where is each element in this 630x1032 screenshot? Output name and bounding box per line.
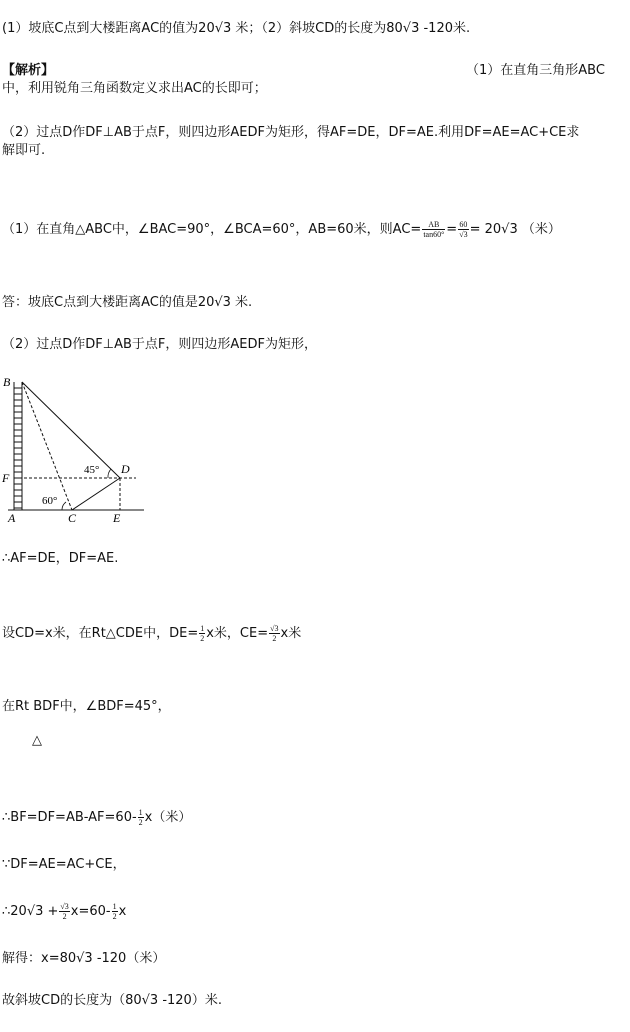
solution-step-7: ∵DF=AE=AC+CE， [2, 857, 126, 872]
step1-text: （1）在直角△ABC中，∠BAC=90°，∠BCA=60°，AB=60米，则AC= [2, 222, 422, 237]
analysis-part1-right: （1）在直角三角形ABC [466, 63, 605, 78]
fraction-denominator: 2 [200, 634, 205, 643]
fraction-denominator: tan60° [423, 230, 445, 239]
fraction-numerator: 1 [138, 808, 143, 817]
angle-arc-45 [108, 469, 111, 478]
solution-step-6 [2, 808, 191, 827]
label-angle-45: 45° [84, 464, 100, 476]
step4-end: x米 [280, 626, 302, 641]
solution-step-4 [2, 624, 301, 643]
solution-step-9: 解得：x=80√3 -120（米） [2, 951, 166, 966]
label-D: D [121, 462, 130, 476]
solution-step-2: （2）过点D作DF⊥AB于点F，则四边形AEDF为矩形， [2, 337, 317, 352]
label-B: B [3, 375, 11, 389]
fraction-denominator: √3 [459, 230, 468, 239]
building-icon [14, 382, 22, 510]
geometry-diagram [0, 372, 160, 522]
analysis-part2-b: 解即可. [2, 143, 46, 158]
analysis-part1-cont: 中，利用锐角三角函数定义求出AC的长即可； [2, 81, 267, 96]
step4-text: 设CD=x米，在Rt△CDE中，DE= [2, 626, 199, 641]
analysis-part2-a: （2）过点D作DF⊥AB于点F，则四边形AEDF为矩形，得AF=DE，DF=AE.利用DF=AE=AC+CE求 [2, 125, 580, 140]
step8-mid: x=60- [70, 904, 111, 919]
fraction-denominator: 2 [112, 912, 117, 921]
label-E: E [113, 511, 121, 522]
line-BD [22, 382, 120, 478]
step1-equals: = [446, 222, 458, 237]
fraction-numerator: √3 [270, 624, 279, 633]
fraction-numerator: 60 [459, 220, 468, 229]
step8-fraction [59, 902, 69, 921]
solution-step-3: ∴AF=DE，DF=AE. [2, 551, 119, 566]
step6-end: x（米） [144, 810, 192, 825]
line-CD [72, 478, 120, 510]
answer-2: 80√3 -120米. [386, 21, 471, 36]
fraction-numerator: √3 [60, 902, 69, 911]
triangle-symbol: △ [32, 733, 42, 748]
step1-fraction-2 [458, 220, 468, 239]
analysis-tag: 【解析】 [2, 63, 55, 78]
answer-1-statement: 答：坡底C点到大楼距离AC的值是20√3 米. [2, 295, 253, 310]
step8-end: x [118, 904, 127, 919]
label-C: C [68, 511, 77, 522]
fraction-numerator: AB [422, 220, 445, 230]
label-F: F [2, 471, 10, 485]
step6-fraction [138, 808, 144, 827]
answer-1: 20√3 米；（2）斜坡CD的长度为 [198, 21, 387, 36]
label-A: A [8, 511, 16, 522]
label-angle-60: 60° [42, 495, 58, 507]
fraction-denominator: 2 [62, 912, 67, 921]
final-answer: 故斜坡CD的长度为（80√3 -120）米. [2, 993, 222, 1008]
step8-text: ∴20√3 + [2, 904, 59, 919]
solution-step-8 [2, 902, 126, 921]
answer-prefix: (1）坡底C点到大楼距离AC的值为 [2, 21, 199, 36]
step4-fraction-2 [269, 624, 279, 643]
angle-arc-60 [62, 502, 66, 510]
step6-text: ∴BF=DF=AB-AF=60- [2, 810, 137, 825]
line-BC [22, 382, 72, 510]
step1-fraction [422, 220, 445, 239]
step8-fraction-2 [112, 902, 118, 921]
fraction-numerator: 1 [112, 902, 117, 911]
fraction-denominator: 2 [138, 818, 143, 827]
answer-summary [2, 20, 470, 38]
solution-step-1 [2, 220, 561, 239]
fraction-denominator: 2 [272, 634, 277, 643]
step4-mid: x米，CE= [206, 626, 269, 641]
step1-result: = 20√3 （米） [469, 222, 561, 237]
step4-fraction [199, 624, 205, 643]
fraction-numerator: 1 [200, 624, 205, 633]
solution-step-5: 在Rt BDF中，∠BDF=45°， [2, 699, 171, 714]
